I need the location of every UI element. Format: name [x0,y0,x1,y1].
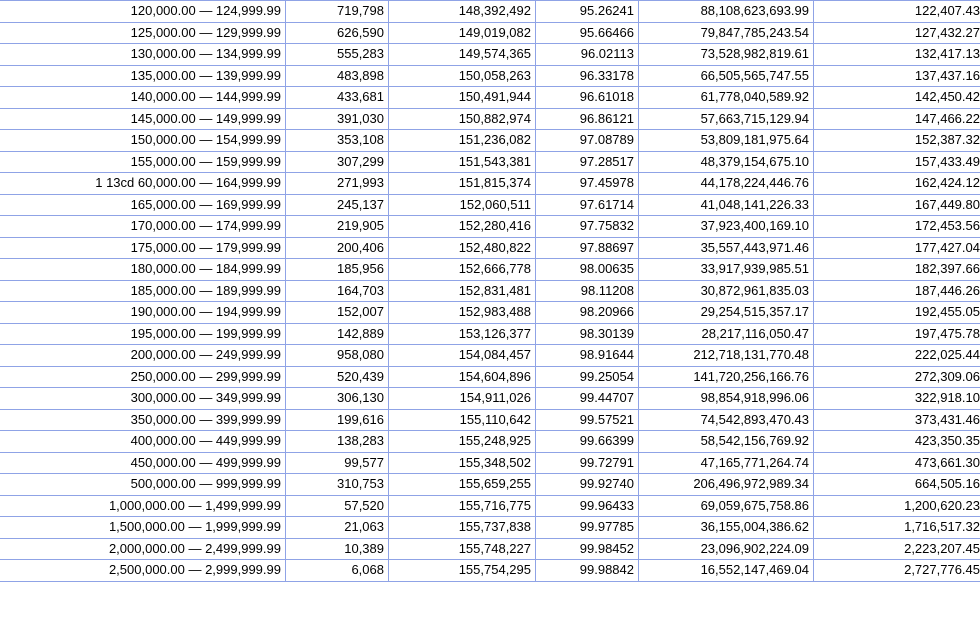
wage-range-cell: 155,000.00 — 159,999.99 [0,151,286,173]
wage-range-cell: 190,000.00 — 194,999.99 [0,302,286,324]
workers-count-cell: 185,956 [286,259,389,281]
workers-count-cell: 21,063 [286,517,389,539]
average-amount-cell: 182,397.66 [814,259,980,281]
cumulative-workers-cell: 154,604,896 [389,366,536,388]
workers-count-cell: 99,577 [286,452,389,474]
cumulative-percent-cell: 97.28517 [536,151,639,173]
average-amount-cell: 167,449.80 [814,194,980,216]
aggregate-amount-cell: 212,718,131,770.48 [639,345,814,367]
cumulative-workers-cell: 153,126,377 [389,323,536,345]
table-body [0,1,980,582]
workers-count-cell: 271,993 [286,173,389,195]
wage-range-cell: 130,000.00 — 134,999.99 [0,44,286,66]
workers-count-cell: 391,030 [286,108,389,130]
table-row [0,87,980,109]
aggregate-amount-cell: 98,854,918,996.06 [639,388,814,410]
average-amount-cell: 142,450.42 [814,87,980,109]
cumulative-percent-cell: 99.66399 [536,431,639,453]
aggregate-amount-cell: 66,505,565,747.55 [639,65,814,87]
aggregate-amount-cell: 79,847,785,243.54 [639,22,814,44]
average-amount-cell: 137,437.16 [814,65,980,87]
workers-count-cell: 483,898 [286,65,389,87]
workers-count-cell: 138,283 [286,431,389,453]
workers-count-cell: 353,108 [286,130,389,152]
workers-count-cell: 6,068 [286,560,389,582]
wage-range-cell: 145,000.00 — 149,999.99 [0,108,286,130]
workers-count-cell: 310,753 [286,474,389,496]
aggregate-amount-cell: 36,155,004,386.62 [639,517,814,539]
wage-range-cell: 450,000.00 — 499,999.99 [0,452,286,474]
cumulative-workers-cell: 152,983,488 [389,302,536,324]
cumulative-workers-cell: 155,248,925 [389,431,536,453]
table-row [0,323,980,345]
aggregate-amount-cell: 28,217,116,050.47 [639,323,814,345]
cumulative-workers-cell: 152,060,511 [389,194,536,216]
aggregate-amount-cell: 74,542,893,470.43 [639,409,814,431]
wage-range-cell: 195,000.00 — 199,999.99 [0,323,286,345]
aggregate-amount-cell: 29,254,515,357.17 [639,302,814,324]
average-amount-cell: 664,505.16 [814,474,980,496]
workers-count-cell: 142,889 [286,323,389,345]
workers-count-cell: 10,389 [286,538,389,560]
table-row [0,259,980,281]
aggregate-amount-cell: 16,552,147,469.04 [639,560,814,582]
wage-range-cell: 135,000.00 — 139,999.99 [0,65,286,87]
cumulative-percent-cell: 99.98452 [536,538,639,560]
aggregate-amount-cell: 23,096,902,224.09 [639,538,814,560]
cumulative-percent-cell: 97.45978 [536,173,639,195]
average-amount-cell: 2,727,776.45 [814,560,980,582]
wage-range-cell: 250,000.00 — 299,999.99 [0,366,286,388]
cumulative-workers-cell: 155,659,255 [389,474,536,496]
wage-range-cell: 165,000.00 — 169,999.99 [0,194,286,216]
table-row [0,495,980,517]
cumulative-percent-cell: 97.75832 [536,216,639,238]
wage-range-cell: 125,000.00 — 129,999.99 [0,22,286,44]
cumulative-workers-cell: 154,911,026 [389,388,536,410]
cumulative-percent-cell: 96.86121 [536,108,639,130]
table-row [0,44,980,66]
table-row [0,538,980,560]
average-amount-cell: 172,453.56 [814,216,980,238]
cumulative-workers-cell: 149,574,365 [389,44,536,66]
workers-count-cell: 245,137 [286,194,389,216]
table-row [0,194,980,216]
average-amount-cell: 222,025.44 [814,345,980,367]
workers-count-cell: 57,520 [286,495,389,517]
table-row [0,302,980,324]
average-amount-cell: 2,223,207.45 [814,538,980,560]
wage-range-cell: 175,000.00 — 179,999.99 [0,237,286,259]
wage-range-cell: 170,000.00 — 174,999.99 [0,216,286,238]
wage-range-cell: 300,000.00 — 349,999.99 [0,388,286,410]
cumulative-percent-cell: 98.20966 [536,302,639,324]
workers-count-cell: 306,130 [286,388,389,410]
cumulative-workers-cell: 151,543,381 [389,151,536,173]
wage-range-cell: 400,000.00 — 449,999.99 [0,431,286,453]
workers-count-cell: 219,905 [286,216,389,238]
aggregate-amount-cell: 61,778,040,589.92 [639,87,814,109]
wage-range-cell: 120,000.00 — 124,999.99 [0,1,286,23]
wage-range-cell: 1 13cd 60,000.00 — 164,999.99 [0,173,286,195]
aggregate-amount-cell: 37,923,400,169.10 [639,216,814,238]
table-row [0,65,980,87]
average-amount-cell: 192,455.05 [814,302,980,324]
average-amount-cell: 157,433.49 [814,151,980,173]
wage-range-cell: 1,000,000.00 — 1,499,999.99 [0,495,286,517]
cumulative-percent-cell: 97.61714 [536,194,639,216]
cumulative-workers-cell: 149,019,082 [389,22,536,44]
aggregate-amount-cell: 41,048,141,226.33 [639,194,814,216]
cumulative-percent-cell: 95.26241 [536,1,639,23]
table-row [0,216,980,238]
cumulative-percent-cell: 99.96433 [536,495,639,517]
aggregate-amount-cell: 35,557,443,971.46 [639,237,814,259]
cumulative-workers-cell: 152,480,822 [389,237,536,259]
wage-range-cell: 150,000.00 — 154,999.99 [0,130,286,152]
aggregate-amount-cell: 69,059,675,758.86 [639,495,814,517]
table-row [0,452,980,474]
average-amount-cell: 177,427.04 [814,237,980,259]
wage-range-cell: 140,000.00 — 144,999.99 [0,87,286,109]
cumulative-percent-cell: 96.33178 [536,65,639,87]
average-amount-cell: 147,466.22 [814,108,980,130]
aggregate-amount-cell: 53,809,181,975.64 [639,130,814,152]
cumulative-workers-cell: 148,392,492 [389,1,536,23]
average-amount-cell: 423,350.35 [814,431,980,453]
aggregate-amount-cell: 44,178,224,446.76 [639,173,814,195]
table-row [0,345,980,367]
cumulative-workers-cell: 152,280,416 [389,216,536,238]
wage-range-cell: 1,500,000.00 — 1,999,999.99 [0,517,286,539]
workers-count-cell: 200,406 [286,237,389,259]
cumulative-percent-cell: 99.44707 [536,388,639,410]
average-amount-cell: 122,407.43 [814,1,980,23]
workers-count-cell: 307,299 [286,151,389,173]
table-row [0,173,980,195]
cumulative-percent-cell: 99.57521 [536,409,639,431]
workers-count-cell: 555,283 [286,44,389,66]
workers-count-cell: 958,080 [286,345,389,367]
wage-range-cell: 500,000.00 — 999,999.99 [0,474,286,496]
cumulative-workers-cell: 155,348,502 [389,452,536,474]
cumulative-workers-cell: 155,754,295 [389,560,536,582]
aggregate-amount-cell: 141,720,256,166.76 [639,366,814,388]
average-amount-cell: 162,424.12 [814,173,980,195]
aggregate-amount-cell: 47,165,771,264.74 [639,452,814,474]
average-amount-cell: 272,309.06 [814,366,980,388]
table-row [0,560,980,582]
workers-count-cell: 626,590 [286,22,389,44]
table-row [0,517,980,539]
cumulative-workers-cell: 150,058,263 [389,65,536,87]
cumulative-percent-cell: 96.61018 [536,87,639,109]
wage-range-cell: 2,000,000.00 — 2,499,999.99 [0,538,286,560]
workers-count-cell: 719,798 [286,1,389,23]
average-amount-cell: 152,387.32 [814,130,980,152]
cumulative-workers-cell: 155,737,838 [389,517,536,539]
cumulative-workers-cell: 154,084,457 [389,345,536,367]
aggregate-amount-cell: 30,872,961,835.03 [639,280,814,302]
average-amount-cell: 1,716,517.32 [814,517,980,539]
wage-range-cell: 2,500,000.00 — 2,999,999.99 [0,560,286,582]
average-amount-cell: 197,475.78 [814,323,980,345]
workers-count-cell: 152,007 [286,302,389,324]
cumulative-workers-cell: 150,882,974 [389,108,536,130]
cumulative-percent-cell: 99.72791 [536,452,639,474]
cumulative-percent-cell: 99.98842 [536,560,639,582]
cumulative-workers-cell: 150,491,944 [389,87,536,109]
aggregate-amount-cell: 57,663,715,129.94 [639,108,814,130]
cumulative-workers-cell: 155,110,642 [389,409,536,431]
cumulative-percent-cell: 99.25054 [536,366,639,388]
table-row [0,366,980,388]
aggregate-amount-cell: 73,528,982,819.61 [639,44,814,66]
aggregate-amount-cell: 48,379,154,675.10 [639,151,814,173]
table-row [0,388,980,410]
table-row [0,280,980,302]
average-amount-cell: 373,431.46 [814,409,980,431]
workers-count-cell: 433,681 [286,87,389,109]
average-amount-cell: 473,661.30 [814,452,980,474]
wage-range-cell: 180,000.00 — 184,999.99 [0,259,286,281]
table-row [0,409,980,431]
cumulative-workers-cell: 151,236,082 [389,130,536,152]
cumulative-percent-cell: 98.11208 [536,280,639,302]
average-amount-cell: 322,918.10 [814,388,980,410]
cumulative-percent-cell: 96.02113 [536,44,639,66]
cumulative-percent-cell: 98.00635 [536,259,639,281]
cumulative-percent-cell: 97.88697 [536,237,639,259]
average-amount-cell: 187,446.26 [814,280,980,302]
wage-range-cell: 350,000.00 — 399,999.99 [0,409,286,431]
cumulative-percent-cell: 98.30139 [536,323,639,345]
cumulative-workers-cell: 155,716,775 [389,495,536,517]
table-row [0,431,980,453]
workers-count-cell: 199,616 [286,409,389,431]
aggregate-amount-cell: 33,917,939,985.51 [639,259,814,281]
cumulative-percent-cell: 99.97785 [536,517,639,539]
average-amount-cell: 132,417.13 [814,44,980,66]
table-row [0,151,980,173]
cumulative-workers-cell: 155,748,227 [389,538,536,560]
cumulative-workers-cell: 152,831,481 [389,280,536,302]
workers-count-cell: 520,439 [286,366,389,388]
workers-count-cell: 164,703 [286,280,389,302]
table-row [0,130,980,152]
table-row [0,1,980,23]
average-amount-cell: 1,200,620.23 [814,495,980,517]
aggregate-amount-cell: 58,542,156,769.92 [639,431,814,453]
aggregate-amount-cell: 88,108,623,693.99 [639,1,814,23]
wage-range-cell: 185,000.00 — 189,999.99 [0,280,286,302]
table-row [0,108,980,130]
cumulative-percent-cell: 98.91644 [536,345,639,367]
cumulative-percent-cell: 95.66466 [536,22,639,44]
average-amount-cell: 127,432.27 [814,22,980,44]
table-row [0,22,980,44]
cumulative-percent-cell: 99.92740 [536,474,639,496]
table-row [0,474,980,496]
wage-range-cell: 200,000.00 — 249,999.99 [0,345,286,367]
cumulative-percent-cell: 97.08789 [536,130,639,152]
aggregate-amount-cell: 206,496,972,989.34 [639,474,814,496]
cumulative-workers-cell: 151,815,374 [389,173,536,195]
table-row [0,237,980,259]
cumulative-workers-cell: 152,666,778 [389,259,536,281]
